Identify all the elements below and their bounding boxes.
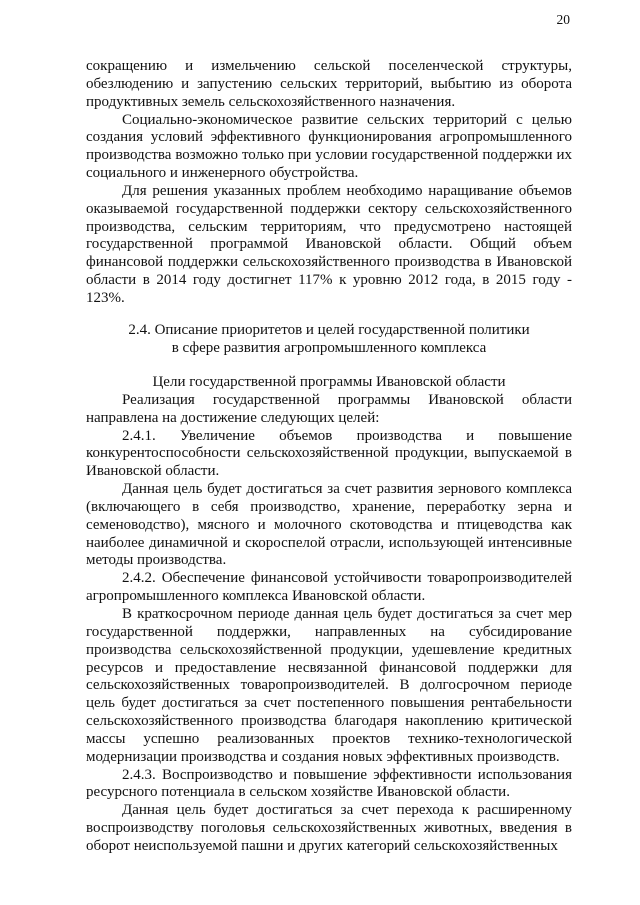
paragraph: Для решения указанных проблем необходимо наращивание объемов оказываемой государственной поддержки сектору сельскохозяйственного производства, сельским территориям, что предусмотрено настоящей государственной программой Ивановской области. Общий объем финансовой поддержки сельскохозяйственного производства в Ивановской области в 2014 году достигнет 117% к уровню 2012 года, в 2015 году - 123%. (86, 182, 572, 306)
subheading: Цели государственной программы Ивановской области (152, 374, 506, 390)
goal-item: 2.4.1. Увеличение объемов производства и повышение конкурентоспособности сельскохозяйственной продукции, выпускаемой в Ивановской области. (86, 427, 572, 480)
intro-text (86, 58, 572, 308)
goals-text (86, 374, 572, 856)
section-heading-line-2: в сфере развития агропромышленного комплекса (171, 339, 487, 356)
paragraph: Социально-экономическое развитие сельских территорий с целью создания условий эффективного функционирования агропромышленного производства возможно только при условии государственной поддержки их социального и инженерного обустройства. (86, 111, 572, 182)
goal-item: 2.4.3. Воспроизводство и повышение эффективности использования ресурсного потенциала в сельском хозяйстве Ивановской области. (86, 766, 572, 801)
paragraph: Реализация государственной программы Ивановской области направлена на достижение следующих целей: (86, 391, 572, 426)
section-heading-line-1: 2.4. Описание приоритетов и целей государственной политики (128, 322, 530, 338)
section-heading (86, 322, 572, 358)
paragraph: сокращению и измельчению сельской поселенческой структуры, обезлюдению и запустению сельских территорий, выбытию из оборота продуктивных земель сельскохозяйственного назначения. (86, 58, 572, 110)
paragraph: Данная цель будет достигаться за счет развития зернового комплекса (включающего в себя производство, хранение, переработку зерна и семеноводство), мясного и молочного скотоводства и птицеводства как наиболее динамичной и скороспелой отрасли, использующей интенсивные методы производства. (86, 481, 572, 569)
goal-item: 2.4.2. Обеспечение финансовой устойчивости товаропроизводителей агропромышленного комплекса Ивановской области. (86, 570, 572, 605)
paragraph: В краткосрочном периоде данная цель будет достигаться за счет мер государственной поддержки, направленных на субсидирование производства сельскохозяйственной продукции, удешевление кредитных ресурсов и предоставление несвязанной финансовой поддержки для сельскохозяйственных товаропроизводителей. В долгосрочном периоде цель будет достигаться за счет постепенного повышения рентабельности сельскохозяйственного производства благодаря накоплению критической массы успешно реализованных проектов технико-технологической модернизации производства и создания новых эффективных производств. (86, 605, 572, 765)
page-number: 20 (556, 12, 570, 27)
paragraph: Данная цель будет достигаться за счет перехода к расширенному воспроизводству поголовья сельскохозяйственных животных, введения в оборот неиспользуемой пашни и других категорий сельскохозяйственных (86, 802, 572, 854)
